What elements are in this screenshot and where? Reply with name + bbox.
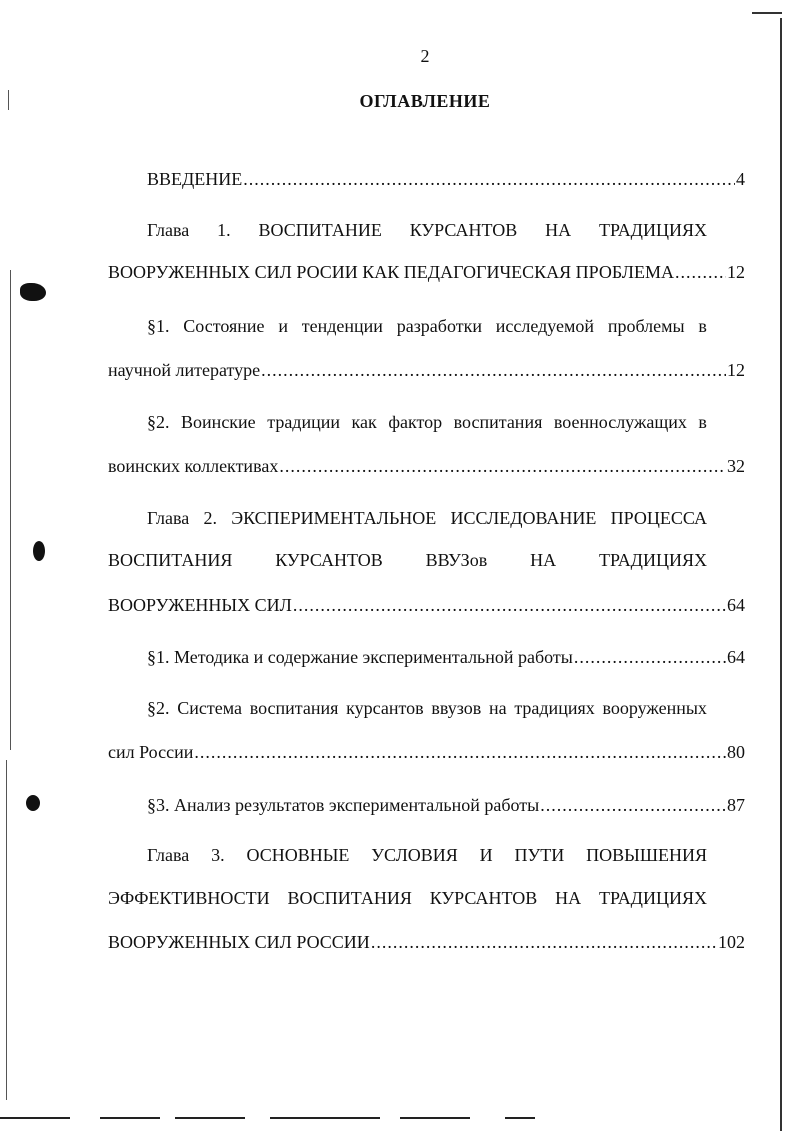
- scan-edge-left: [10, 270, 11, 750]
- word: вооруженных: [602, 698, 707, 718]
- toc-page-number: 102: [718, 932, 745, 952]
- toc-entry-ch2-section-2-end[interactable]: [108, 741, 745, 763]
- word: КУРСАНТОВ: [409, 220, 518, 240]
- punch-hole-mark: [20, 283, 46, 301]
- word: 3.: [211, 845, 225, 865]
- leader-dots: [194, 741, 726, 763]
- scan-edge-bottom: [505, 1117, 535, 1119]
- toc-page-number: 32: [727, 456, 745, 476]
- toc-entry-ch2-section-3[interactable]: [147, 794, 745, 816]
- toc-page-number: 12: [727, 262, 745, 282]
- word: ВОСПИТАНИЯ: [108, 550, 233, 570]
- leader-dots: [261, 359, 726, 381]
- toc-entry-ch1-section-1[interactable]: [147, 315, 707, 337]
- page-number: 2: [420, 46, 430, 66]
- word: тенденции: [301, 316, 383, 336]
- word: традиции: [267, 412, 340, 432]
- toc-page-number: 80: [727, 742, 745, 762]
- leader-dots: [574, 646, 726, 668]
- word: исследуемой: [495, 316, 595, 336]
- toc-page-number: 87: [727, 795, 745, 815]
- toc-entry-chapter-3-line-2[interactable]: [108, 887, 707, 909]
- word: Глава: [147, 508, 190, 528]
- word: в: [698, 316, 707, 336]
- toc-page-number: 12: [727, 360, 745, 380]
- scan-edge-bottom: [270, 1117, 380, 1119]
- toc-page-number: 64: [727, 595, 745, 615]
- word: УСЛОВИЯ: [371, 845, 458, 865]
- word: Глава: [147, 220, 190, 240]
- leader-dots: [293, 594, 726, 616]
- punch-hole-mark: [33, 541, 45, 561]
- leader-dots: [675, 261, 726, 283]
- word: ВОСПИТАНИЕ: [258, 220, 382, 240]
- leader-dots: [540, 794, 726, 816]
- toc-entry-label: ВООРУЖЕННЫХ СИЛ РОСИИ КАК ПЕДАГОГИЧЕСКАЯ ПРОБЛЕМА: [108, 262, 674, 282]
- word: воспитания: [453, 412, 543, 432]
- scan-edge-bottom: [0, 1117, 70, 1119]
- word: проблемы: [607, 316, 685, 336]
- toc-entry-ch1-section-2[interactable]: [147, 411, 707, 433]
- word: НА: [545, 220, 572, 240]
- word: ОСНОВНЫЕ: [246, 845, 350, 865]
- scan-edge-bottom: [175, 1117, 245, 1119]
- word: на: [488, 698, 507, 718]
- word: как: [351, 412, 377, 432]
- word: Состояние: [183, 316, 265, 336]
- toc-entry-label: §3. Анализ результатов экспериментальной работы: [147, 795, 540, 815]
- toc-entry-ch1-section-2-end[interactable]: [108, 455, 745, 477]
- word: ПРОЦЕССА: [610, 508, 707, 528]
- toc-entry-ch1-section-1-end[interactable]: [108, 359, 745, 381]
- word: воспитания: [249, 698, 339, 718]
- leader-dots: [243, 168, 735, 190]
- toc-page-number: 64: [727, 647, 745, 667]
- scan-edge-right: [780, 18, 782, 1131]
- toc-entry-label: ВВЕДЕНИЕ: [147, 169, 243, 189]
- toc-entry-chapter-2-line-2[interactable]: [108, 549, 707, 571]
- word: ВОСПИТАНИЯ: [287, 888, 412, 908]
- word: §2.: [147, 412, 170, 432]
- word: 2.: [203, 508, 217, 528]
- word: §2.: [147, 698, 170, 718]
- toc-entry-chapter-1-end[interactable]: [108, 261, 745, 283]
- word: ВВУЗов: [425, 550, 488, 570]
- word: ТРАДИЦИЯХ: [598, 550, 707, 570]
- toc-entry-ch2-section-1[interactable]: [147, 646, 745, 668]
- word: КУРСАНТОВ: [275, 550, 383, 570]
- word: ПОВЫШЕНИЯ: [586, 845, 707, 865]
- word: курсантов: [346, 698, 424, 718]
- word: и: [278, 316, 288, 336]
- toc-entry-label: сил России: [108, 742, 194, 762]
- leader-dots: [279, 455, 726, 477]
- word: ТРАДИЦИЯХ: [598, 888, 707, 908]
- word: в: [698, 412, 707, 432]
- word: НА: [530, 550, 557, 570]
- scan-edge-top: [752, 12, 782, 14]
- toc-entry-chapter-2-end[interactable]: [108, 594, 745, 616]
- word: ИССЛЕДОВАНИЕ: [450, 508, 597, 528]
- toc-entry-chapter-3-end[interactable]: [108, 931, 745, 953]
- toc-entry-chapter-1[interactable]: [147, 219, 707, 241]
- leader-dots: [371, 931, 717, 953]
- word: разработки: [396, 316, 482, 336]
- toc-entry-label: научной литературе: [108, 360, 261, 380]
- word: военнослужащих: [553, 412, 687, 432]
- word: Система: [177, 698, 242, 718]
- word: И: [479, 845, 493, 865]
- toc-page-number: 4: [736, 169, 745, 189]
- page-title: ОГЛАВЛЕНИЕ: [359, 91, 491, 111]
- toc-entry-ch2-section-2[interactable]: [147, 697, 707, 719]
- toc-entry-chapter-2[interactable]: [147, 507, 707, 529]
- scan-edge-bottom: [100, 1117, 160, 1119]
- word: §1.: [147, 316, 170, 336]
- toc-entry-label: воинских коллективах: [108, 456, 279, 476]
- word: Глава: [147, 845, 190, 865]
- word: ПУТИ: [514, 845, 565, 865]
- toc-entry-label: §1. Методика и содержание экспериментальной работы: [147, 647, 573, 667]
- word: 1.: [217, 220, 231, 240]
- toc-entry-chapter-3[interactable]: [147, 844, 707, 866]
- word: ЭФФЕКТИВНОСТИ: [108, 888, 270, 908]
- toc-entry-label: ВООРУЖЕННЫХ СИЛ: [108, 595, 292, 615]
- scan-edge-left: [6, 760, 7, 1100]
- scan-edge-bottom: [400, 1117, 470, 1119]
- word: КУРСАНТОВ: [429, 888, 538, 908]
- word: ТРАДИЦИЯХ: [598, 220, 707, 240]
- word: фактор: [388, 412, 443, 432]
- punch-hole-mark: [26, 795, 40, 811]
- word: традициях: [514, 698, 595, 718]
- toc-entry-intro[interactable]: [147, 168, 745, 190]
- toc-entry-label: ВООРУЖЕННЫХ СИЛ РОССИИ: [108, 932, 370, 952]
- word: ЭКСПЕРИМЕНТАЛЬНОЕ: [231, 508, 437, 528]
- word: ввузов: [431, 698, 482, 718]
- word: Воинские: [181, 412, 256, 432]
- word: НА: [555, 888, 582, 908]
